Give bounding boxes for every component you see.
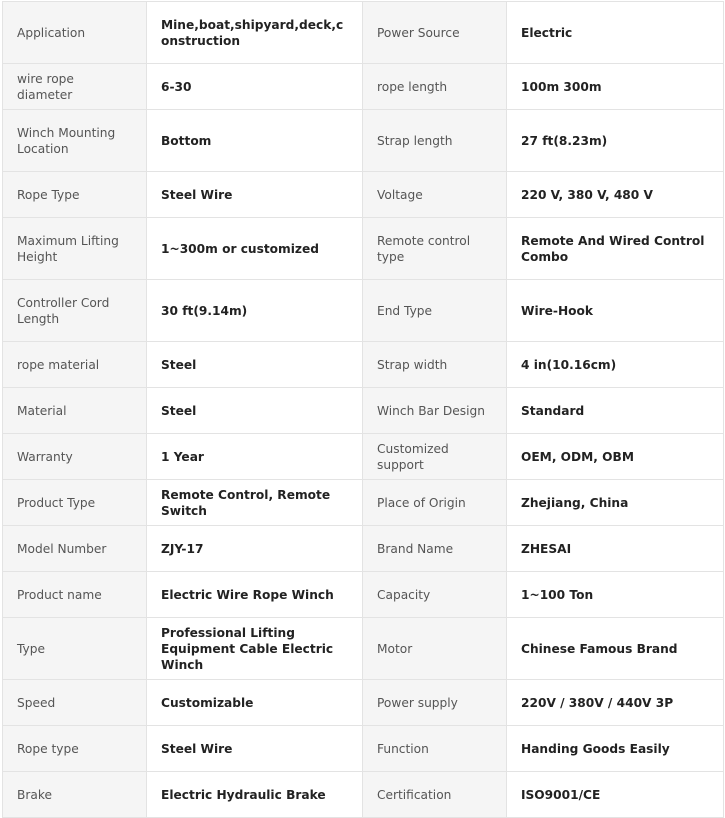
spec-label: Maximum Lifting Height bbox=[3, 218, 147, 280]
spec-value: 1 Year bbox=[147, 434, 363, 480]
table-row bbox=[3, 772, 724, 818]
spec-value: ISO9001/CE bbox=[507, 772, 724, 818]
table-row bbox=[3, 280, 724, 342]
spec-label: Function bbox=[363, 726, 507, 772]
spec-label: Material bbox=[3, 388, 147, 434]
table-row bbox=[3, 388, 724, 434]
spec-value: Electric Hydraulic Brake bbox=[147, 772, 363, 818]
table-row bbox=[3, 526, 724, 572]
spec-value: 27 ft(8.23m) bbox=[507, 110, 724, 172]
spec-label: wire rope diameter bbox=[3, 64, 147, 110]
spec-label: Rope type bbox=[3, 726, 147, 772]
spec-value: Professional Lifting Equipment Cable Electric Winch bbox=[147, 618, 363, 680]
spec-table bbox=[2, 1, 724, 818]
spec-value: Zhejiang, China bbox=[507, 480, 724, 526]
spec-label: Type bbox=[3, 618, 147, 680]
table-row bbox=[3, 172, 724, 218]
spec-label: Capacity bbox=[363, 572, 507, 618]
spec-label: Rope Type bbox=[3, 172, 147, 218]
spec-value: Customizable bbox=[147, 680, 363, 726]
spec-value: ZHESAI bbox=[507, 526, 724, 572]
spec-label: End Type bbox=[363, 280, 507, 342]
spec-label: Motor bbox=[363, 618, 507, 680]
spec-value: Electric bbox=[507, 2, 724, 64]
table-row bbox=[3, 434, 724, 480]
spec-value: 4 in(10.16cm) bbox=[507, 342, 724, 388]
spec-value: Chinese Famous Brand bbox=[507, 618, 724, 680]
table-row bbox=[3, 726, 724, 772]
table-row bbox=[3, 572, 724, 618]
spec-label: Strap length bbox=[363, 110, 507, 172]
spec-label: Brake bbox=[3, 772, 147, 818]
spec-value: Electric Wire Rope Winch bbox=[147, 572, 363, 618]
spec-label: Voltage bbox=[363, 172, 507, 218]
spec-label: Product name bbox=[3, 572, 147, 618]
spec-label: Winch Mounting Location bbox=[3, 110, 147, 172]
spec-label: Remote control type bbox=[363, 218, 507, 280]
spec-label: Customized support bbox=[363, 434, 507, 480]
spec-value: Remote And Wired Control Combo bbox=[507, 218, 724, 280]
spec-label: Warranty bbox=[3, 434, 147, 480]
spec-label: Certification bbox=[363, 772, 507, 818]
table-row bbox=[3, 480, 724, 526]
spec-value: 1~100 Ton bbox=[507, 572, 724, 618]
spec-value: 30 ft(9.14m) bbox=[147, 280, 363, 342]
spec-value: 220V / 380V / 440V 3P bbox=[507, 680, 724, 726]
spec-value: Mine,boat,shipyard,deck,construction bbox=[147, 2, 363, 64]
spec-label: rope length bbox=[363, 64, 507, 110]
spec-label: Strap width bbox=[363, 342, 507, 388]
spec-value: 1~300m or customized bbox=[147, 218, 363, 280]
spec-label: Winch Bar Design bbox=[363, 388, 507, 434]
table-row bbox=[3, 342, 724, 388]
table-row bbox=[3, 64, 724, 110]
spec-label: rope material bbox=[3, 342, 147, 388]
spec-value: Standard bbox=[507, 388, 724, 434]
spec-label: Power supply bbox=[363, 680, 507, 726]
spec-label: Product Type bbox=[3, 480, 147, 526]
spec-value: Handing Goods Easily bbox=[507, 726, 724, 772]
spec-value: 6-30 bbox=[147, 64, 363, 110]
spec-value: Remote Control, Remote Switch bbox=[147, 480, 363, 526]
table-row bbox=[3, 110, 724, 172]
spec-value: 100m 300m bbox=[507, 64, 724, 110]
spec-label: Model Number bbox=[3, 526, 147, 572]
spec-value: Steel Wire bbox=[147, 172, 363, 218]
spec-value: 220 V, 380 V, 480 V bbox=[507, 172, 724, 218]
spec-value: Wire-Hook bbox=[507, 280, 724, 342]
spec-label: Power Source bbox=[363, 2, 507, 64]
spec-value: Steel bbox=[147, 388, 363, 434]
spec-label: Controller Cord Length bbox=[3, 280, 147, 342]
spec-value: Steel bbox=[147, 342, 363, 388]
spec-label: Speed bbox=[3, 680, 147, 726]
spec-value: Bottom bbox=[147, 110, 363, 172]
spec-value: Steel Wire bbox=[147, 726, 363, 772]
table-row bbox=[3, 618, 724, 680]
spec-value: ZJY-17 bbox=[147, 526, 363, 572]
spec-label: Brand Name bbox=[363, 526, 507, 572]
spec-label: Place of Origin bbox=[363, 480, 507, 526]
table-row bbox=[3, 218, 724, 280]
table-row bbox=[3, 680, 724, 726]
table-row bbox=[3, 2, 724, 64]
spec-label: Application bbox=[3, 2, 147, 64]
spec-value: OEM, ODM, OBM bbox=[507, 434, 724, 480]
